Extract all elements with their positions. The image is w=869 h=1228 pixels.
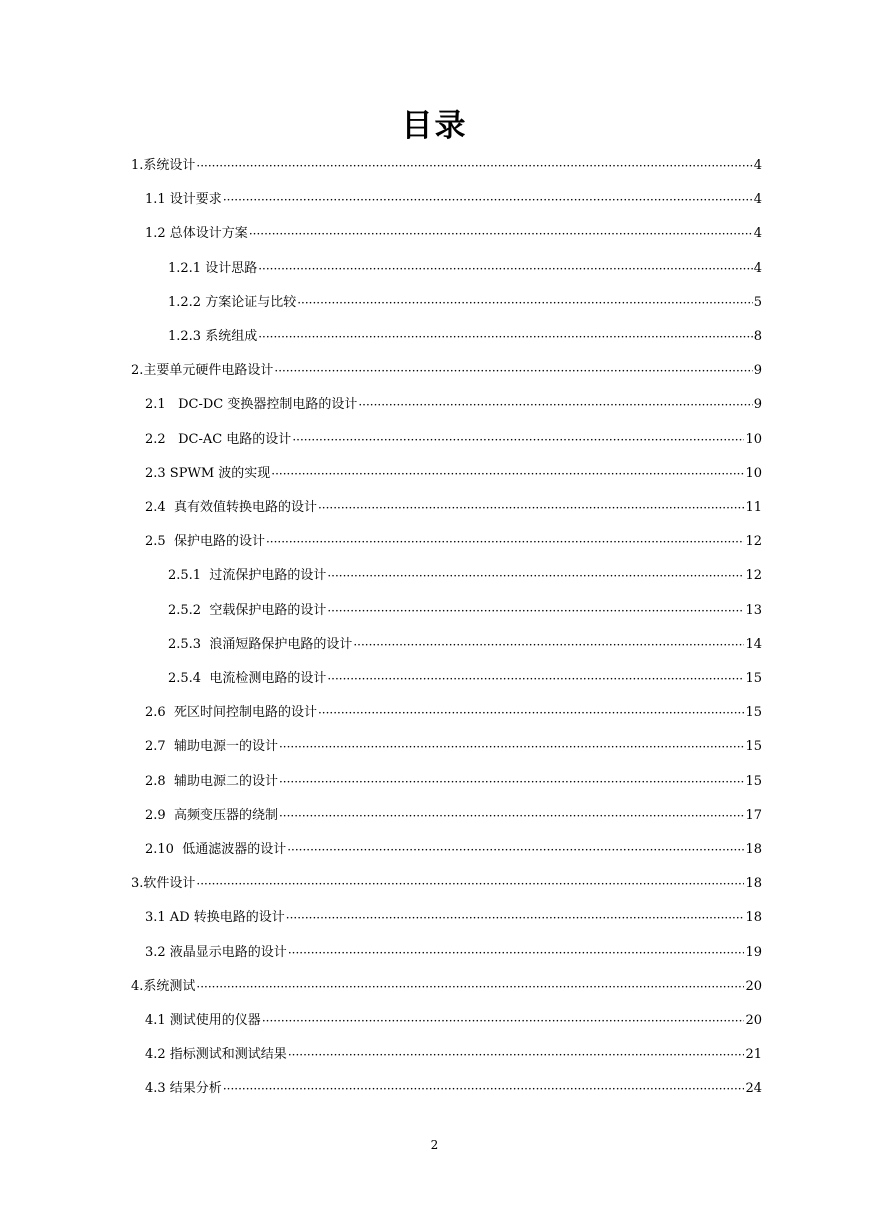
toc-entry-label: 4.3 结果分析	[145, 1081, 222, 1097]
toc-title: 目录	[401, 108, 468, 144]
toc-entry[interactable]	[145, 491, 762, 525]
dot-leader	[327, 670, 744, 688]
toc-entry-page-number: 24	[745, 1081, 762, 1097]
dot-leader	[288, 1046, 745, 1064]
toc-entry[interactable]	[145, 525, 762, 559]
page-number: 2	[430, 1138, 439, 1152]
toc-entry-page-number: 18	[745, 910, 762, 926]
toc-entry-label: 2.3 SPWM 波的实现	[145, 465, 271, 481]
toc-entry-label: 4.2 指标测试和测试结果	[145, 1047, 287, 1063]
toc-entry-label: 1.系统设计	[131, 158, 196, 173]
toc-entry[interactable]	[145, 457, 762, 491]
toc-entry[interactable]	[145, 696, 762, 730]
toc-entry-page-number: 10	[745, 465, 762, 481]
toc-entry-label: 2.5.2 空载保护电路的设计	[168, 602, 327, 618]
toc-entry-page-number: 12	[745, 568, 762, 584]
dot-leader	[318, 499, 745, 517]
toc-entry-label: 2.4 真有效值转换电路的设计	[145, 500, 317, 515]
toc-entry-label: 3.1 AD 转换电路的设计	[145, 910, 285, 926]
toc-entry-label: 4.1 测试使用的仪器	[145, 1013, 261, 1028]
toc-entry-label: 1.2.2 方案论证与比较	[168, 294, 297, 310]
toc-entry-page-number: 9	[753, 397, 762, 413]
toc-entry-page-number: 13	[745, 602, 762, 618]
toc-entry-page-number: 5	[753, 294, 762, 310]
dot-leader	[258, 328, 753, 346]
toc-entry-label: 2.8 辅助电源二的设计	[145, 773, 278, 789]
toc-entry-label: 1.2 总体设计方案	[145, 226, 248, 242]
toc-entry[interactable]	[145, 423, 762, 457]
toc-entry[interactable]	[145, 183, 762, 217]
toc-entry-label: 4.系统测试	[131, 978, 196, 994]
dot-leader	[297, 294, 753, 312]
dot-leader	[271, 465, 744, 483]
toc-entry-label: 1.2.1 设计思路	[168, 260, 258, 276]
toc-entry-page-number: 19	[745, 944, 762, 960]
toc-entry[interactable]	[131, 354, 762, 388]
toc-entry[interactable]	[168, 559, 762, 593]
toc-entry-label: 2.5.4 电流检测电路的设计	[168, 671, 327, 686]
toc-entry-label: 2.9 高频变压器的绕制	[145, 807, 278, 823]
dot-leader	[196, 875, 744, 893]
toc-entry-page-number: 17	[745, 807, 762, 823]
dot-leader	[327, 602, 744, 620]
toc-entry[interactable]	[131, 149, 762, 183]
toc-entry-page-number: 21	[745, 1047, 762, 1063]
toc-entry-label: 2.6 死区时间控制电路的设计	[145, 705, 317, 721]
dot-leader	[223, 1080, 745, 1098]
dot-leader	[279, 738, 745, 756]
toc-entry-page-number: 15	[745, 773, 762, 789]
toc-entry-label: 2.主要单元硬件电路设计	[131, 363, 274, 379]
toc-entry-label: 2.10 低通滤波器的设计	[145, 842, 287, 857]
toc-entry[interactable]	[145, 833, 762, 867]
toc-entry[interactable]	[145, 901, 762, 935]
toc-entry[interactable]	[168, 662, 762, 696]
toc-entry-label: 3.软件设计	[131, 876, 196, 892]
dot-leader	[279, 807, 745, 825]
dot-leader	[249, 225, 753, 243]
dot-leader	[288, 944, 745, 962]
toc-entry-label: 1.1 设计要求	[145, 192, 222, 208]
toc-entry-page-number: 4	[753, 158, 762, 173]
toc-entry[interactable]	[145, 1004, 762, 1038]
dot-leader	[292, 431, 744, 449]
toc-entry[interactable]	[131, 970, 762, 1004]
toc-entry[interactable]	[168, 628, 762, 662]
dot-leader	[196, 978, 744, 996]
toc-entry[interactable]	[145, 936, 762, 970]
dot-leader	[266, 533, 745, 551]
toc-entry-page-number: 11	[745, 500, 762, 515]
toc-entry-page-number: 14	[745, 636, 762, 652]
dot-leader	[262, 1012, 745, 1030]
toc-entry-page-number: 4	[753, 192, 762, 208]
toc-entry-label: 3.2 液晶显示电路的设计	[145, 944, 287, 960]
dot-leader	[358, 396, 752, 414]
dot-leader	[353, 636, 744, 654]
toc-entry-page-number: 4	[753, 226, 762, 242]
dot-leader	[279, 773, 745, 791]
toc-entry[interactable]	[168, 252, 762, 286]
toc-entry-page-number: 20	[745, 978, 762, 994]
toc-entry[interactable]	[145, 217, 762, 251]
toc-entry[interactable]	[145, 388, 762, 422]
toc-entry-page-number: 4	[753, 260, 762, 276]
dot-leader	[223, 191, 753, 209]
toc-entry[interactable]	[145, 765, 762, 799]
dot-leader	[318, 704, 745, 722]
toc-entry-page-number: 20	[745, 1013, 762, 1028]
toc-entry-page-number: 15	[745, 671, 762, 686]
dot-leader	[286, 909, 745, 927]
toc-entry-page-number: 12	[745, 534, 762, 550]
dot-leader	[287, 841, 744, 859]
toc-entry-label: 2.2 DC-AC 电路的设计	[145, 431, 292, 447]
toc-entry[interactable]	[168, 320, 762, 354]
toc-entry-page-number: 18	[745, 842, 762, 857]
toc-entry-page-number: 15	[745, 705, 762, 721]
toc-entry-label: 2.5.1 过流保护电路的设计	[168, 568, 327, 584]
toc-entry-label: 2.5.3 浪涌短路保护电路的设计	[168, 636, 353, 652]
toc-entry-label: 2.7 辅助电源一的设计	[145, 739, 278, 755]
dot-leader	[258, 260, 753, 278]
toc-entry[interactable]	[168, 286, 762, 320]
toc-entry-page-number: 8	[753, 329, 762, 344]
toc-entry-label: 2.5 保护电路的设计	[145, 534, 265, 550]
toc-entry-page-number: 9	[753, 363, 762, 379]
toc-entry-label: 1.2.3 系统组成	[168, 329, 258, 344]
toc-entry-page-number: 18	[745, 876, 762, 892]
toc-entry-page-number: 10	[745, 431, 762, 447]
toc-entry-page-number: 15	[745, 739, 762, 755]
toc-entry[interactable]	[145, 730, 762, 764]
dot-leader	[274, 362, 752, 380]
dot-leader	[196, 157, 752, 175]
toc-entry[interactable]	[131, 867, 762, 901]
toc-entry[interactable]	[168, 594, 762, 628]
toc-entry[interactable]	[145, 1038, 762, 1072]
toc-entry[interactable]	[145, 799, 762, 833]
toc-entry-label: 2.1 DC-DC 变换器控制电路的设计	[145, 397, 358, 413]
toc-entry[interactable]	[145, 1072, 762, 1106]
dot-leader	[327, 567, 744, 585]
